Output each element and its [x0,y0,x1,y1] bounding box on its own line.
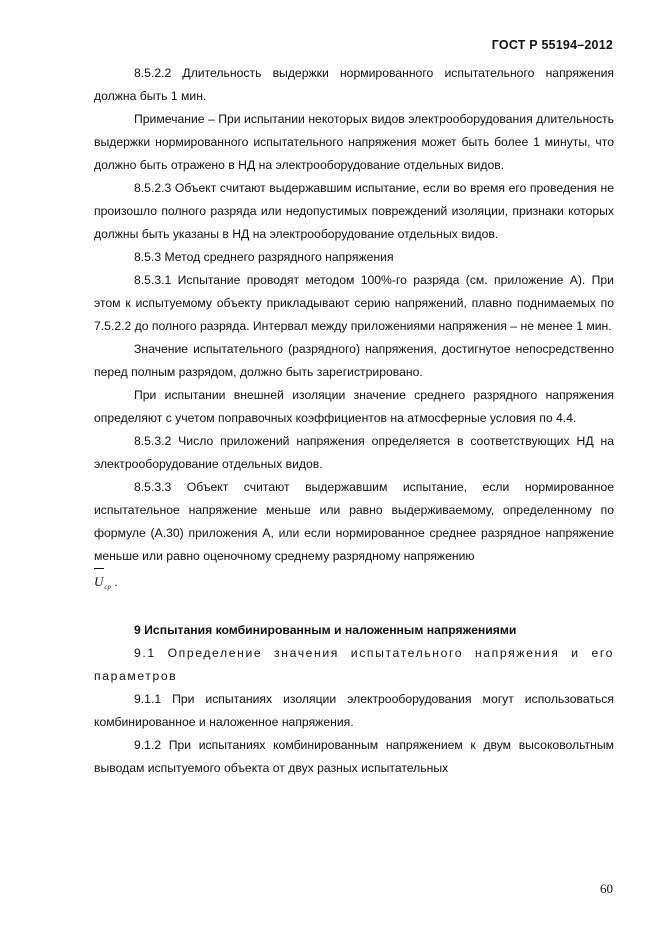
paragraph-value-registration: Значение испытательного (разрядного) напряжения, достигнутое непосредственно перед полным разрядом, должно быть зарегистрировано. [94,342,614,379]
paragraph-external-insulation: При испытании внешней изоляции значение среднего разрядного напряжения определяют с учетом поправочных коэффициентов на атмосферные условия по 4.4. [94,388,614,425]
document-body [94,62,614,780]
paragraph-8-5-3-2: 8.5.3.2 Число приложений напряжения определяется в соответствующих НД на электрооборудование отдельных видов. [94,434,614,471]
paragraph-9-1-2: 9.1.2 При испытаниях комбинированным напряжением к двум высоковольтным выводам испытуемого объекта от двух разных испытательных [94,738,614,775]
document-header: ГОСТ Р 55194–2012 [491,38,613,52]
symbol-line [94,570,614,599]
overline-mark [94,568,104,569]
paragraph-8-5-3: 8.5.3 Метод среднего разрядного напряжения [134,250,394,264]
note-paragraph: Примечание – При испытании некоторых видов электрооборудования длительность выдержки нормированного испытательного напряжения может быть более 1 минуты, что должно быть отражено в НД на электрооборудование отдельных видов. [94,112,614,172]
paragraph-8-5-3-3: 8.5.3.3 Объект считают выдержавшим испытание, если нормированное испытательное напряжение меньше или равно выдерживаемому, определенному по формуле (А.30) приложения А, или если нормированное среднее разрядное напряжение меньше или равно оценочному среднему разрядному напряжению [94,480,614,563]
page-number: 60 [600,881,613,896]
paragraph-9-1-1: 9.1.1 При испытаниях изоляции электрооборудования могут использоваться комбинированное и наложенное напряжения. [94,692,614,729]
paragraph-8-5-2-3: 8.5.2.3 Объект считают выдержавшим испытание, если во время его проведения не произошло полного разряда или недопустимых повреждений изоляции, признаки которых должны быть указаны в НД на электрооборудование отдельных видов. [94,181,614,241]
symbol-subscript: ср [104,583,111,591]
paragraph-9-1: 9.1 Определение значения испытательного напряжения и его параметров [94,646,614,683]
paragraph-8-5-3-1: 8.5.3.1 Испытание проводят методом 100%-го разряда (см. приложение А). При этом к испытуемому объекту прикладывают серию напряжений, плавно поднимаемых по 7.5.2.2 до полного разряда. Интервал между приложениями напряжения – не менее 1 мин. [94,273,614,333]
symbol-letter: U [94,574,104,589]
section-9-heading: 9 Испытания комбинированным и наложенным напряжениями [134,623,517,637]
mean-voltage-symbol [94,570,111,599]
symbol-suffix: . [111,575,118,589]
paragraph-8-5-2-2: 8.5.2.2 Длительность выдержки нормированного испытательного напряжения должна быть 1 мин. [94,66,614,103]
